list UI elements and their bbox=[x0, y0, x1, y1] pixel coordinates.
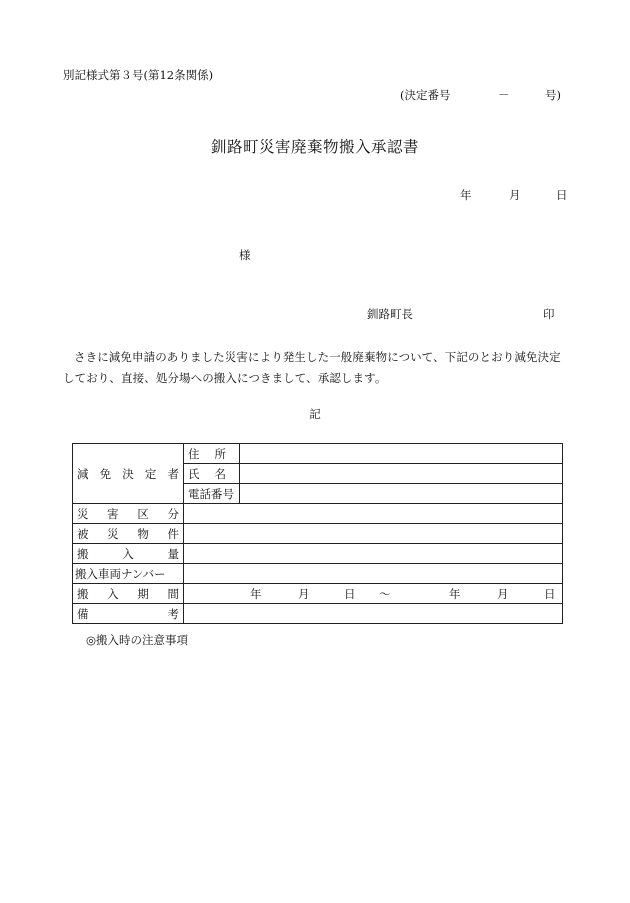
notes-heading: ◎搬入時の注意事項 bbox=[86, 633, 189, 647]
label-char: 氏 bbox=[188, 466, 200, 481]
label-char: 所 bbox=[214, 446, 226, 461]
addressee-suffix: 様 bbox=[239, 248, 251, 262]
decider-label-cell bbox=[73, 444, 184, 504]
remarks-value bbox=[184, 604, 563, 624]
period-day-2: 日 bbox=[544, 587, 556, 601]
label-char: 減 bbox=[77, 466, 89, 481]
label-char: 考 bbox=[167, 606, 179, 621]
period-month-2: 月 bbox=[497, 587, 509, 601]
period-year-2: 年 bbox=[449, 587, 461, 601]
name-value bbox=[240, 464, 563, 484]
date-year: 年 bbox=[460, 188, 472, 202]
label-char: 名 bbox=[214, 466, 226, 481]
vehicle-number-value bbox=[184, 564, 563, 584]
label-char: 決 bbox=[122, 466, 134, 481]
damaged-property-label bbox=[77, 526, 179, 542]
phone-value bbox=[240, 484, 563, 504]
decision-number-open: (決定番号 bbox=[400, 88, 451, 102]
address-label bbox=[188, 446, 226, 462]
table-row bbox=[73, 544, 563, 564]
label-char: 住 bbox=[188, 446, 200, 461]
period-value bbox=[184, 584, 563, 604]
seal-mark: 印 bbox=[543, 307, 555, 321]
phone-label: 電話番号 bbox=[188, 486, 234, 501]
label-char: 者 bbox=[167, 466, 179, 481]
label-char: 入 bbox=[122, 546, 134, 561]
date-day: 日 bbox=[556, 188, 568, 202]
label-char: 入 bbox=[107, 586, 119, 601]
disaster-category-label bbox=[77, 506, 179, 522]
label-char: 免 bbox=[99, 466, 112, 481]
label-char: 被 bbox=[77, 526, 89, 541]
vehicle-number-label-cell bbox=[73, 564, 184, 584]
name-label-cell bbox=[184, 464, 240, 484]
name-label bbox=[188, 466, 226, 482]
period-year-1: 年 bbox=[250, 587, 262, 601]
table-row bbox=[73, 524, 563, 544]
label-char: 量 bbox=[167, 546, 179, 561]
label-char: 期 bbox=[137, 586, 149, 601]
period-month-1: 月 bbox=[298, 587, 310, 601]
label-char: 間 bbox=[167, 586, 179, 601]
load-amount-label bbox=[77, 546, 179, 562]
label-char: 搬 bbox=[77, 546, 89, 561]
table-row bbox=[73, 444, 563, 464]
approval-table bbox=[72, 443, 563, 624]
period-tilde: ～ bbox=[379, 587, 391, 601]
period-label-cell bbox=[73, 584, 184, 604]
label-char: 搬 bbox=[77, 586, 89, 601]
date-month: 月 bbox=[509, 188, 521, 202]
disaster-category-value bbox=[184, 504, 563, 524]
label-char: 区 bbox=[137, 506, 149, 521]
ki-heading: 記 bbox=[309, 407, 321, 421]
damaged-property-label-cell bbox=[73, 524, 184, 544]
label-char: 件 bbox=[167, 526, 179, 541]
label-char: 分 bbox=[167, 506, 179, 521]
label-char: 定 bbox=[144, 466, 157, 481]
table-row bbox=[73, 564, 563, 584]
label-char: 備 bbox=[77, 606, 89, 621]
period-label bbox=[77, 586, 179, 602]
table-row bbox=[73, 604, 563, 624]
decider-label bbox=[77, 466, 179, 482]
load-amount-value bbox=[184, 544, 563, 564]
table-row bbox=[73, 504, 563, 524]
issuer-title: 釧路町長 bbox=[367, 307, 413, 321]
decision-number-close: 号) bbox=[545, 88, 561, 102]
document-title: 釧路町災害廃棄物搬入承認書 bbox=[210, 138, 419, 156]
damaged-property-value bbox=[184, 524, 563, 544]
period-day-1: 日 bbox=[344, 587, 356, 601]
label-char: 災 bbox=[77, 506, 89, 521]
remarks-label bbox=[77, 606, 179, 622]
label-char: 災 bbox=[107, 526, 119, 541]
phone-label-cell bbox=[184, 484, 240, 504]
address-value bbox=[240, 444, 563, 464]
disaster-category-label-cell bbox=[73, 504, 184, 524]
address-label-cell bbox=[184, 444, 240, 464]
body-text: さきに減免申請のありました災害により発生した一般廃棄物について、下記のとおり減免決定しており、直接、処分場への搬入につきまして、承認します。 bbox=[63, 350, 561, 385]
label-char: 害 bbox=[107, 506, 119, 521]
form-number: 別記様式第３号(第12条関係) bbox=[63, 68, 214, 82]
remarks-label-cell bbox=[73, 604, 184, 624]
decision-number bbox=[400, 87, 565, 103]
decision-number-dash: － bbox=[498, 88, 510, 102]
load-amount-label-cell bbox=[73, 544, 184, 564]
table-row bbox=[73, 584, 563, 604]
label-char: 物 bbox=[137, 526, 149, 541]
vehicle-number-label: 搬入車両ナンバー bbox=[75, 566, 166, 581]
